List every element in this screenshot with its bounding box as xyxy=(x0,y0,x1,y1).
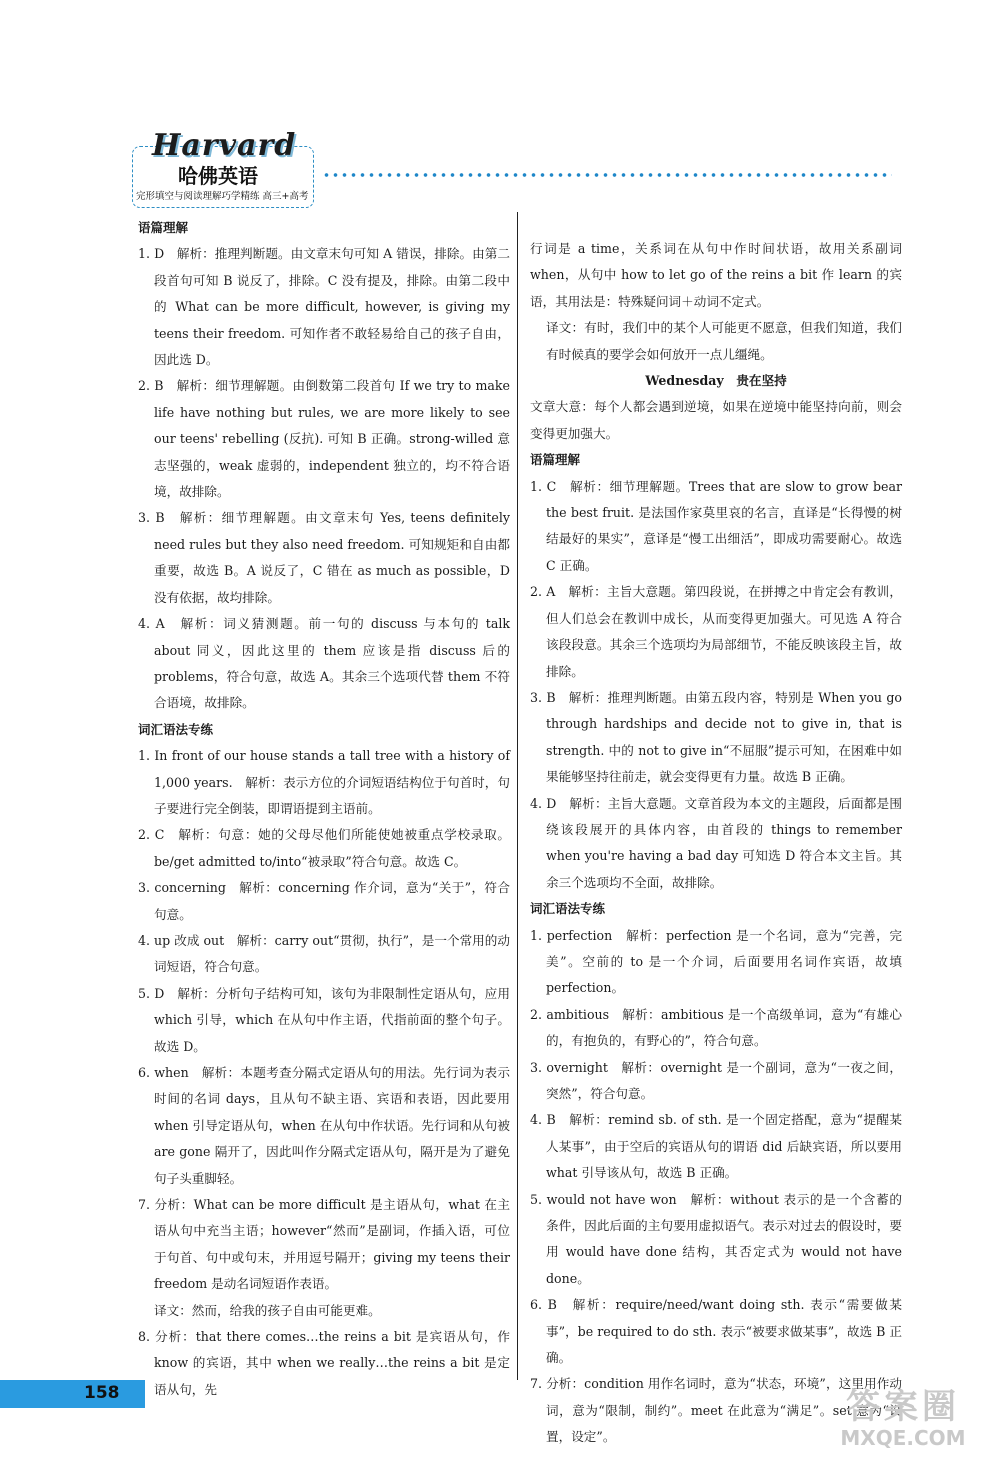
answer-paragraph: 行词是 a time，关系词在从句中作时间状语，故用关系副词 when，从句中 how to let go of the reins a bit 作 learn 的宾语，其用法是：特殊疑问词＋动词不定式。 xyxy=(530,241,902,309)
brand-logo: Harvard xyxy=(152,128,297,163)
section-heading: 词汇语法专练 xyxy=(138,721,214,737)
answer-paragraph: 7. 分析：What can be more difficult 是主语从句，what 在主语从句中充当主语；however“然而”是副词，作插入语，可位于句首、句中或句末，并用逗号隔开；giving my teens their freedom 是动名词短语作表语。 xyxy=(138,1197,510,1292)
section-heading: 词汇语法专练 xyxy=(530,901,606,917)
section-heading: 语篇理解 xyxy=(138,220,189,235)
answer-paragraph: 1. D 解析：推理判断题。由文章末句可知 A 错误，排除。由第二段首句可知 B 说反了，排除。C 没有提及，排除。由第二段中的 What can be more difficult, however, is giving my teens their freedom. 可知作者不敢轻易给自己的孩子自由，因此选 D。 xyxy=(138,246,510,368)
answer-paragraph: 8. 分析：that there comes…the reins a bit 是宾语从句，作 know 的宾语，其中 when we really…the reins a bit 是定语从句，先 xyxy=(138,1329,510,1397)
answer-paragraph: 2. ambitious 解析：ambitious 是一个高级单词，意为“有雄心的，有抱负的，有野心的”，符合句意。 xyxy=(530,1006,902,1049)
answer-paragraph: 5. would not have won 解析：without 表示的是一个含蓄的条件，因此后面的主句要用虚拟语气。表示对过去的假设时，要用 would have done 结构，其否定式为 would not have done。 xyxy=(530,1191,902,1286)
answer-paragraph: 文章大意：每个人都会遇到逆境，如果在逆境中能坚持向前，则会变得更加强大。 xyxy=(530,399,902,441)
header-dotted-rule xyxy=(322,172,892,178)
watermark xyxy=(818,1388,988,1452)
answer-paragraph: 6. B 解析：require/need/want doing sth. 表示“需要做某事”，be required to do sth. 表示“被要求做某事”，故选 B 正确。 xyxy=(530,1297,902,1366)
book-header xyxy=(132,128,322,208)
watermark-text: 答案圈 xyxy=(846,1387,960,1427)
answer-paragraph: 3. B 解析：推理判断题。由第五段内容，特别是 When you go through hardships and decide not to give in, that is strength. 中的 not to give in“不屈服”提示可知，在困难中如果能够坚持往前走，就会变得更有力量。故选 B 正确。 xyxy=(530,689,902,785)
answer-paragraph: 1. C 解析：细节理解题。Trees that are slow to grow bear the best fruit. 是法国作家莫里哀的名言，直译是“长得慢的树结最好的果实”，意译是“慢工出细活”，即成功需要耐心。故选 C 正确。 xyxy=(530,478,902,573)
answer-paragraph: 3. B 解析：细节理解题。由文章末句 Yes, teens definitely need rules but they also need freedom. 可知规矩和自由都重要，故选 B。A 说反了，C 错在 as much as possible，D 没有依据，故均排除。 xyxy=(138,510,510,605)
book-title: 哈佛英语 xyxy=(178,164,258,188)
answer-paragraph: 3. overnight 解析：overnight 是一个副词，意为“一夜之间，突然”，符合句意。 xyxy=(530,1059,902,1101)
answer-paragraph: 2. C 解析：句意：她的父母尽他们所能使她被重点学校录取。be/get admitted to/into“被录取”符合句意。故选 C。 xyxy=(138,827,510,869)
left-column xyxy=(138,215,510,1403)
answer-paragraph: 4. D 解析：主旨大意题。文章首段为本文的主题段，后面都是围绕该段展开的具体内容，由首段的 things to remember when you're having a bad day 可知选 D 符合本文主旨。其余三个选项均不全面，故排除。 xyxy=(530,795,902,890)
answer-paragraph: 6. when 解析：本题考查分隔式定语从句的用法。先行词为表示时间的名词 days，且从句不缺主语、宾语和表语，因此要用 when 引导定语从句，when 在从句中作状语。先行词和从句被 are gone 隔开了，因此叫作分隔式定语从句，隔开是为了避免句子头重脚轻。 xyxy=(138,1065,510,1186)
day-heading: Wednesday 贵在坚持 xyxy=(645,373,787,389)
section-heading: 语篇理解 xyxy=(530,452,581,468)
watermark-url: MXQE.COM xyxy=(840,1426,966,1450)
column-divider xyxy=(517,212,518,1380)
answer-paragraph: 2. A 解析：主旨大意题。第四段说，在拼搏之中肯定会有教训，但人们总会在教训中成长，从而变得更加强大。可见选 A 符合该段段意。其余三个选项均为局部细节，不能反映该段主旨，故排除。 xyxy=(530,584,902,679)
page-number: 158 xyxy=(84,1383,120,1403)
answer-paragraph: 译文：然而，给我的孩子自由可能更难。 xyxy=(154,1302,381,1318)
answer-paragraph: 4. A 解析：词义猜测题。前一句的 discuss 与本句的 talk about 同义，因此这里的 them 应该是指 discuss 后的 problems，符合句意，故选 A。其余三个选项代替 them 不符合语境，故排除。 xyxy=(138,616,510,711)
book-subtitle: 完形填空与阅读理解巧学精练 高三+高考 xyxy=(136,191,309,202)
answer-paragraph: 4. up 改成 out 解析：carry out“贯彻，执行”，是一个常用的动词短语，符合句意。 xyxy=(138,932,510,975)
right-column xyxy=(530,236,902,1451)
answer-paragraph: 1. perfection 解析：perfection 是一个名词，意为“完善，完美”。空前的 to 是一个介词，后面要用名词作宾语，故填 perfection。 xyxy=(530,927,902,996)
answer-paragraph: 5. D 解析：分析句子结构可知，该句为非限制性定语从句，应用 which 引导，which 在从句中作主语，代指前面的整个句子。故选 D。 xyxy=(138,985,510,1054)
answer-paragraph: 2. B 解析：细节理解题。由倒数第二段首句 If we try to make life have nothing but rules, we are more likely to see our teens' rebelling (反抗). 可知 B 正确。strong-willed 意志坚强的，weak 虚弱的，independent 独立的，均不符合语境，故排除。 xyxy=(138,378,510,500)
answer-paragraph: 3. concerning 解析：concerning 作介词，意为“关于”，符合句意。 xyxy=(138,880,510,922)
answer-paragraph: 4. B 解析：remind sb. of sth. 是一个固定搭配，意为“提醒某人某事”，由于空后的宾语从句的谓语 did 后缺宾语，所以要用 what 引导该从句，故选 B 正确。 xyxy=(530,1112,902,1181)
answer-paragraph: 7. 分析：condition 用作名词时，意为“状态，环境”，这里用作动词，意为“限制，制约”。meet 在此意为“满足”。set 意为“设置，设定”。 xyxy=(530,1376,902,1445)
answer-paragraph: 1. In front of our house stands a tall tree with a history of 1,000 years. 解析：表示方位的介词短语结构位于句首时，句子要进行完全倒装，即谓语提到主语前。 xyxy=(138,748,510,816)
page-number-bar xyxy=(0,1380,145,1408)
answer-paragraph: 译文：有时，我们中的某个人可能更不愿意，但我们知道，我们有时候真的要学会如何放开一点儿缰绳。 xyxy=(546,320,902,362)
